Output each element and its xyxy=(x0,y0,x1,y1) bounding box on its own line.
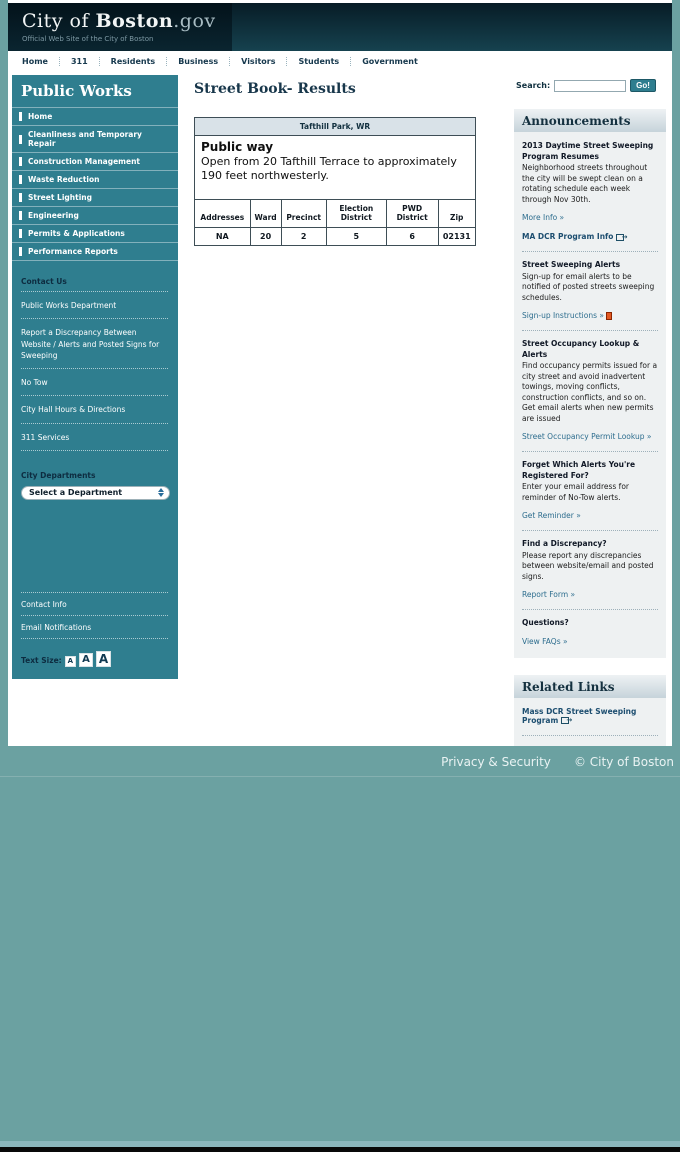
street-occupancy-lookup-link[interactable]: Street Occupancy Permit Lookup » xyxy=(522,432,652,441)
logo-city: City of xyxy=(22,10,96,32)
link-label: MA DCR Program Info xyxy=(522,232,614,241)
menu-bar-icon xyxy=(19,229,22,238)
sidebar-item-label: Home xyxy=(28,112,53,121)
nav-item-visitors[interactable]: Visitors xyxy=(229,57,286,66)
announcement-item xyxy=(522,460,658,531)
page-title: Street Book- Results xyxy=(194,81,356,97)
menu-bar-icon xyxy=(19,175,22,184)
external-link-icon xyxy=(561,717,569,724)
more-info-link[interactable]: More Info » xyxy=(522,213,565,222)
sidebar-item-label: Waste Reduction xyxy=(28,175,100,184)
search-label: Search: xyxy=(516,81,551,90)
document-icon xyxy=(606,312,612,320)
announcement-title: Find a Discrepancy? xyxy=(522,539,607,548)
sidebar-item-performance[interactable] xyxy=(12,242,178,260)
department-select-value: Select a Department xyxy=(29,488,123,498)
announcement-body: Neighborhood streets throughout the city will be swept clean on a rotating schedule each week through Nov 30th. xyxy=(522,163,648,204)
menu-bar-icon xyxy=(19,135,22,144)
sidebar-item-engineering[interactable] xyxy=(12,206,178,224)
get-reminder-link[interactable]: Get Reminder » xyxy=(522,511,581,520)
announcement-title: Forget Which Alerts You're Registered For? xyxy=(522,460,636,480)
column-header-zip: Zip xyxy=(438,199,476,228)
announcement-title: 2013 Daytime Street Sweeping Program Resumes xyxy=(522,141,654,161)
street-book-result-table xyxy=(194,117,476,246)
announcement-item xyxy=(522,260,658,331)
link-email-notifications[interactable]: Email Notifications xyxy=(21,616,168,639)
way-type: Public way xyxy=(201,140,274,154)
link-report-discrepancy[interactable]: Report a Discrepancy Between Website / Alerts and Posted Signs for Sweeping xyxy=(21,319,168,369)
column-header-pwd-district: PWD District xyxy=(386,199,438,228)
sidebar-item-street-lighting[interactable] xyxy=(12,188,178,206)
site-logo[interactable] xyxy=(8,3,232,51)
sidebar-item-label: Street Lighting xyxy=(28,193,92,202)
nav-item-government[interactable]: Government xyxy=(350,57,429,66)
street-description-cell xyxy=(195,136,476,200)
view-faqs-link[interactable]: View FAQs » xyxy=(522,636,568,646)
nav-item-311[interactable]: 311 xyxy=(59,57,99,66)
link-311-services[interactable]: 311 Services xyxy=(21,424,168,451)
left-sidebar xyxy=(12,75,178,679)
copyright-text: © City of Boston xyxy=(573,754,674,769)
link-label: Mass DCR Street Sweeping Program xyxy=(522,706,637,725)
sidebar-item-cleanliness[interactable] xyxy=(12,125,178,152)
site-tagline: Official Web Site of the City of Boston xyxy=(22,35,154,43)
logo-gov: .gov xyxy=(173,10,216,32)
announcement-body: Find occupancy permits issued for a city street and avoid inadvertent towings, moving conflicts, construction conflicts, and so on. Get email alerts when new permits are issued xyxy=(522,361,658,423)
announcements-list xyxy=(514,132,666,658)
announcement-item xyxy=(522,339,658,452)
announcement-item xyxy=(522,618,658,656)
value-pwd-district: 6 xyxy=(386,228,438,246)
value-zip: 02131 xyxy=(438,228,476,246)
column-header-election-district: Election District xyxy=(326,199,386,228)
text-size-small-button[interactable]: A xyxy=(65,656,76,667)
site-header xyxy=(8,3,672,51)
departments-heading: City Departments xyxy=(21,470,96,480)
text-size-medium-button[interactable]: A xyxy=(79,653,93,667)
sidebar-item-label: Construction Management xyxy=(28,157,140,166)
top-nav xyxy=(8,51,672,71)
sidebar-item-label: Permits & Applications xyxy=(28,229,125,238)
sidebar-title: Public Works xyxy=(21,82,132,100)
main-content xyxy=(178,71,514,246)
search-bar xyxy=(514,77,666,92)
ma-dcr-program-info-link[interactable] xyxy=(522,232,624,241)
contact-heading: Contact Us xyxy=(21,277,168,292)
sidebar-item-label: Performance Reports xyxy=(28,247,118,256)
menu-bar-icon xyxy=(19,157,22,166)
bottom-black-strip xyxy=(0,1147,680,1152)
sidebar-bottom xyxy=(21,592,168,667)
sidebar-item-label: Cleanliness and Temporary Repair xyxy=(28,130,142,148)
sidebar-item-permits[interactable] xyxy=(12,224,178,242)
privacy-security-link[interactable]: Privacy & Security xyxy=(441,754,551,769)
related-links-heading: Related Links xyxy=(514,674,666,698)
value-ward: 20 xyxy=(250,228,281,246)
link-city-hall-hours[interactable]: City Hall Hours & Directions xyxy=(21,396,168,423)
select-arrows-icon xyxy=(158,488,164,497)
text-size-label: Text Size: xyxy=(21,655,62,665)
value-precinct: 2 xyxy=(281,228,326,246)
announcement-body: Sign-up for email alerts to be notified of posted streets sweeping schedules. xyxy=(522,271,655,302)
column-header-addresses: Addresses xyxy=(195,199,251,228)
sidebar-item-home[interactable] xyxy=(12,107,178,125)
link-public-works-department[interactable]: Public Works Department xyxy=(21,292,168,319)
sidebar-item-label: Engineering xyxy=(28,211,79,220)
value-election-district: 5 xyxy=(326,228,386,246)
street-name-header: Tafthill Park, WR xyxy=(195,118,476,136)
sidebar-item-construction[interactable] xyxy=(12,152,178,170)
nav-item-business[interactable]: Business xyxy=(166,57,229,66)
mass-dcr-link[interactable] xyxy=(522,707,658,725)
menu-bar-icon xyxy=(19,211,22,220)
page-container xyxy=(8,0,672,746)
text-size-control xyxy=(21,651,168,667)
announcement-title: Street Occupancy Lookup & Alerts xyxy=(522,339,640,359)
nav-item-residents[interactable]: Residents xyxy=(99,57,167,66)
announcement-title: Questions? xyxy=(522,618,569,627)
announcements-heading: Announcements xyxy=(514,108,666,132)
department-select[interactable] xyxy=(21,486,170,500)
menu-bar-icon xyxy=(19,247,22,256)
report-form-link[interactable]: Report Form » xyxy=(522,590,576,599)
nav-item-students[interactable]: Students xyxy=(286,57,350,66)
page-background xyxy=(0,777,680,1142)
announcement-title: Street Sweeping Alerts xyxy=(522,260,621,269)
contact-section xyxy=(12,261,178,451)
table-header-row xyxy=(195,199,476,228)
menu-bar-icon xyxy=(19,193,22,202)
site-footer xyxy=(0,746,680,777)
logo-text xyxy=(22,10,216,32)
announcement-item xyxy=(522,141,658,252)
text-size-large-button[interactable]: A xyxy=(96,651,111,667)
logo-boston: Boston xyxy=(95,10,174,32)
announcement-body: Please report any discrepancies between website/email and posted signs. xyxy=(522,550,654,581)
nav-item-home[interactable]: Home xyxy=(22,57,48,66)
way-description: Open from 20 Tafthill Terrace to approximately 190 feet northwesterly. xyxy=(201,155,457,182)
right-sidebar xyxy=(514,77,666,746)
related-links-list xyxy=(514,698,666,746)
external-link-icon xyxy=(616,234,624,241)
signup-instructions-link[interactable] xyxy=(522,311,612,320)
menu-bar-icon xyxy=(19,112,22,121)
link-no-tow[interactable]: No Tow xyxy=(21,369,168,396)
table-row xyxy=(195,228,476,246)
content-row xyxy=(8,71,672,746)
sidebar-menu xyxy=(12,107,178,261)
column-header-precinct: Precinct xyxy=(281,199,326,228)
search-input[interactable] xyxy=(554,80,626,92)
search-go-button[interactable]: Go! xyxy=(630,79,656,92)
sidebar-item-waste[interactable] xyxy=(12,170,178,188)
announcement-item xyxy=(522,539,658,610)
link-contact-info[interactable]: Contact Info xyxy=(21,592,168,616)
related-link-item xyxy=(522,707,658,736)
column-header-ward: Ward xyxy=(250,199,281,228)
announcement-body: Enter your email address for reminder of No-Tow alerts. xyxy=(522,482,629,502)
value-addresses: NA xyxy=(195,228,251,246)
link-label: Sign-up Instructions » xyxy=(522,311,604,320)
